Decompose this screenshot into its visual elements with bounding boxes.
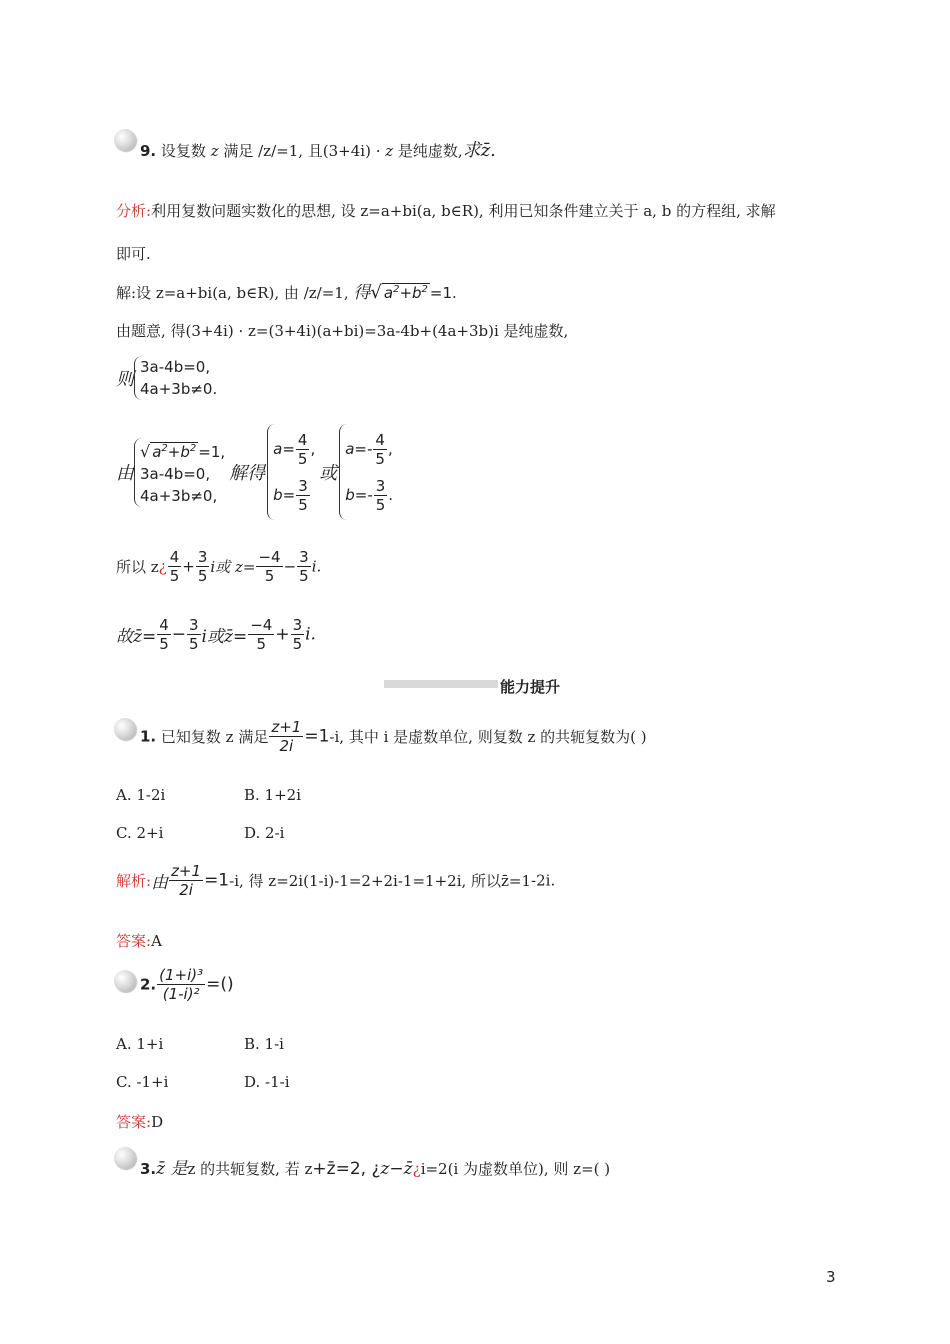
option-c[interactable]: C. -1+i [116,1073,169,1091]
question-number: 2. [140,975,157,994]
numerator: 4 [169,548,180,566]
denominator: 5 [298,496,308,514]
numerator: 4 [297,431,308,449]
question-number: 3. [140,1160,157,1178]
option-d[interactable]: D. 2-i [244,824,285,842]
solution-system-1: a= $\frac{4}{5}$ , b= $\frac{3}{5}$ [267,424,315,520]
equation: b= [273,486,296,504]
conclusion-line: 故z̄= $\frac{4}{5}$ − $\frac{3}{5}$ i或z̄= $\frac{-4}{5}$ + $\frac{3}{5}$ i. [116,616,316,653]
denominator: 5 [292,635,303,653]
numerator: 3 [292,616,303,634]
equation: b=- [345,486,373,504]
solution-text: 或 [319,463,338,484]
question-text: 设复数 [156,142,211,160]
question-marker-icon [114,129,136,151]
answer-label: 答案: [116,1113,152,1131]
numerator: (1+i)³ [159,966,204,984]
question-text: =1 [304,726,330,747]
answer-label: 答案: [116,932,152,950]
analysis-label: 分析: [116,202,152,220]
variable-z: z [210,142,219,160]
numerator: 3 [375,477,386,495]
equation: 4a+3b≠0. [140,380,218,398]
answer-value: D [151,1113,164,1131]
denominator: 5 [375,496,386,514]
option-b[interactable]: B. 1-i [244,1035,284,1053]
section-divider-bar [384,680,498,688]
solution-text: =1. [429,284,457,302]
option-a[interactable]: A. 1+i [116,1035,164,1053]
question-3 [140,1154,610,1179]
denominator: 2i [179,881,193,899]
analysis-1 [116,862,555,899]
denominator: 5 [159,635,169,653]
solution-text: 所以 z [116,558,159,576]
garbled-symbol: ¿ [158,557,167,576]
analysis-text: 由 [151,873,169,893]
denominator: 5 [264,567,275,585]
question-text: 满足 /z/=1, 且(3+4i) · [218,142,386,160]
variable-z: z [385,142,394,160]
numerator: −4 [258,548,281,566]
answer-2 [116,1111,163,1132]
analysis-text: =1 [204,870,230,891]
equation-system [134,356,217,400]
denominator: 5 [256,635,267,653]
analysis-9 [116,200,776,221]
option-b[interactable]: B. 1+2i [244,786,302,804]
question-text: i=2(i 为虚数单位), 则 z=( ) [420,1160,611,1178]
numerator: 4 [159,616,169,634]
page-number: 3 [826,1268,836,1286]
equation: a= [273,440,295,458]
denominator: 2i [279,737,294,755]
question-marker-icon [114,718,136,740]
equation: 3a-4b=0, [140,464,211,483]
numerator: −4 [250,616,273,634]
numerator: 3 [189,616,199,634]
denominator: (1-i)² [162,985,200,1003]
question-text: z−z̄ [380,1159,413,1179]
sqrt-expression: $a^2+b^2$ [383,284,428,302]
option-a[interactable]: A. 1-2i [116,786,166,804]
system-1 [116,356,217,400]
solution-line-1: 解:设 z=a+bi(a, b∈R), 由 /z/=1, 得√ $a^2+b^2 =1$. [116,282,457,303]
denominator: 5 [197,567,208,585]
question-text: z̄ 是 [156,1159,188,1179]
solution-text: 由 [116,463,134,484]
question-number: 9. [140,142,157,160]
analysis-text: -i, 得 z=2i(1-i)-1=2+2i-1=1+2i, 所以z̄=1 [229,872,532,890]
solution-system-2: a=- $\frac{4}{5}$ , b=- $\frac{3}{5}$ . [339,424,393,520]
denominator: 5 [169,567,180,585]
solution-text: i. [305,624,316,645]
equation: =1, [198,442,226,461]
solution-text: 则 [116,369,134,390]
solution-text: 解:设 z=a+bi(a, b∈R), 由 /z/=1, [116,284,349,302]
solution-line-2: 由题意, 得(3+4i) · z=(3+4i)(a+bi)=3a-4b+(4a+3b)i 是纯虚数, [116,322,569,340]
system-2 [116,424,393,520]
equation-system: √ $a^2+b^2 =1$, 3a-4b=0, 4a+3b≠0, [134,438,225,507]
denominator: 5 [297,450,308,468]
question-ask: 求z̄. [462,140,496,161]
denominator: 5 [299,567,309,585]
numerator: 3 [299,548,309,566]
solution-text: i. [311,557,322,576]
question-1 [140,718,647,755]
analysis-9-line2: 即可. [116,245,151,263]
analysis-text: -2i. [531,871,556,890]
equation: 3a-4b=0, [140,358,211,376]
section-title: 能力提升 [500,678,561,696]
equation: a=- [345,440,373,458]
equation: 4a+3b≠0, [140,486,218,505]
numerator: 4 [375,431,385,449]
solution-text: i或 z= [210,558,256,576]
question-9 [140,136,496,162]
question-text: =() [206,974,234,995]
question-2 [140,966,234,1003]
solution-text: i或z̄= [201,627,248,647]
numerator: z+1 [171,862,202,880]
numerator: 3 [197,548,208,566]
question-text: z 的共轭复数, 若 z [187,1160,313,1178]
answer-1 [116,930,162,951]
option-c[interactable]: C. 2+i [116,824,164,842]
solution-text: 故z̄= [116,627,157,647]
question-number: 1. [140,727,157,746]
option-d[interactable]: D. -1-i [244,1073,290,1091]
analysis-label: 解析: [116,872,152,890]
numerator: 3 [298,477,308,495]
question-text: 是纯虚数, [393,142,463,160]
solution-text: 得 [353,283,371,303]
garbled-symbol: ¿ [412,1160,421,1178]
question-marker-icon [114,970,136,992]
question-text: +z̄=2, ¿ [312,1159,381,1179]
question-text: -i, 其中 i 是虚数单位, 则复数 z 的共轭复数为( ) [329,728,647,746]
numerator: z+1 [271,718,302,736]
question-text: 已知复数 z 满足 [156,728,269,746]
question-marker-icon [114,1147,136,1169]
denominator: 5 [375,450,385,468]
answer-value: A [151,932,162,950]
denominator: 5 [189,635,199,653]
solution-text: 解得 [229,463,266,484]
analysis-text: 利用复数问题实数化的思想, 设 z=a+bi(a, b∈R), 利用已知条件建立关于 a, b 的方程组, 求解 [151,202,776,220]
result-line: 所以 z¿ $\frac{4}{5}$ + $\frac{3}{5}$ i或 z= $\frac{-4}{5}$ − $\frac{3}{5}$ i. [116,548,322,585]
